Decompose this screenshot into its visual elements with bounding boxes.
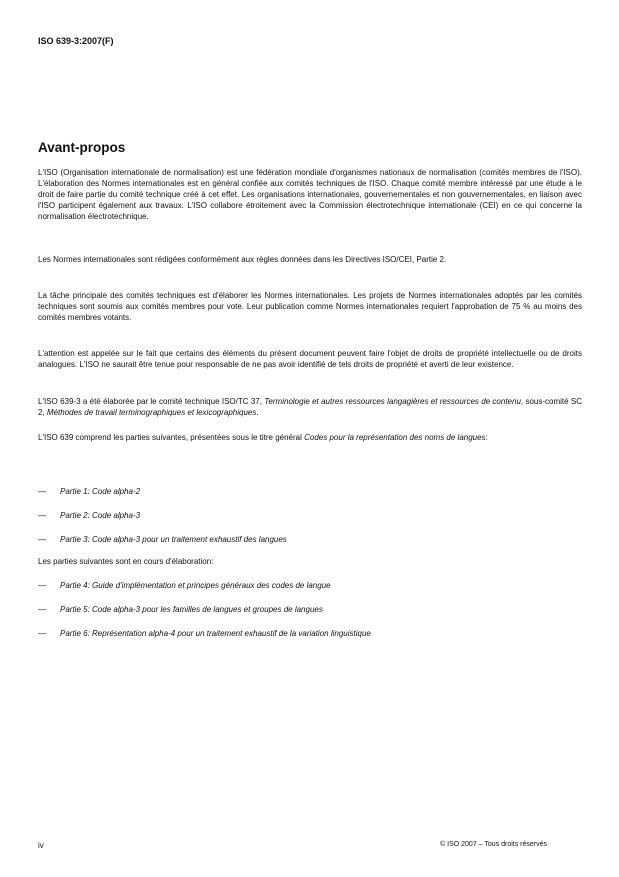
- general-title: Codes pour la représentation des noms de langues: [304, 433, 486, 442]
- committee-title: Terminologie et autres ressources langagières et ressources de contenu: [264, 397, 521, 406]
- list-item: [38, 580, 582, 591]
- paragraph-directives: Les Normes internationales sont rédigées conformément aux règles données dans les Directives ISO/CEI, Partie 2.: [38, 255, 447, 264]
- dash: —: [38, 605, 46, 614]
- page-number: iv: [38, 841, 44, 850]
- copyright-notice: © ISO 2007 – Tous droits réservés: [440, 841, 547, 848]
- subcommittee-title: Méthodes de travail terminographiques et lexicographiques: [46, 408, 257, 417]
- part-label: Partie 5: Code alpha-3 pour les familles de langues et groupes de langues: [60, 605, 323, 614]
- text: :: [485, 433, 488, 442]
- paragraph-parts-intro: [38, 432, 582, 443]
- part-label: Partie 2: Code alpha-3: [60, 511, 141, 520]
- list-item: [38, 510, 582, 521]
- page-title: Avant-propos: [38, 140, 126, 155]
- part-label: Partie 1: Code alpha-2: [60, 487, 141, 496]
- list-item: [38, 534, 582, 545]
- dash: —: [38, 535, 46, 544]
- paragraph-patents: L'attention est appelée sur le fait que certains des éléments du présent document peuvent faire l'objet de droits de propriété intellectuelle ou de droits analogues. L'ISO ne saurait être tenue pour responsable de ne pas avoir identifié de tels droits de propriété et averti de leur existence.: [38, 349, 582, 369]
- paragraph-in-progress: Les parties suivantes sont en cours d'élaboration:: [38, 557, 214, 566]
- paragraph-prepared-by: [38, 396, 582, 418]
- text: L'ISO 639-3 a été élaborée par le comité technique ISO/TC 37,: [38, 397, 265, 406]
- text: L'ISO 639 comprend les parties suivantes, présentées sous le titre général: [38, 433, 305, 442]
- part-label: Partie 3: Code alpha-3 pour un traitement exhaustif des langues: [60, 535, 287, 544]
- text: , sous-comité SC 2,: [38, 397, 583, 417]
- list-item: [38, 486, 582, 497]
- dash: —: [38, 487, 46, 496]
- paragraph-iso-intro: L'ISO (Organisation internationale de normalisation) est une fédération mondiale d'organismes nationaux de normalisation (comités membres de l'ISO). L'élaboration des Normes internationales est en général confiée aux comités techniques de l'ISO. Chaque comité membre intéressé par une étude a le droit de faire partie du comité technique créé à cet effet. Les organisations internationales, gouvernementales et non gouvernementales, en liaison avec l'ISO participent également aux travaux. L'ISO collabore étroitement avec la Commission électrotechnique internationale (CEI) en ce qui concerne la normalisation électrotechnique.: [38, 168, 582, 221]
- paragraph-committees: La tâche principale des comités techniques est d'élaborer les Normes internationales. Les projets de Normes internationales adoptés par les comités techniques sont soumis aux comités membres pour vote. Leur publication comme Normes internationales requiert l'approbation de 75 % au moins des comités membres votants.: [38, 291, 582, 322]
- text: .: [256, 408, 259, 417]
- dash: —: [38, 629, 46, 638]
- dash: —: [38, 581, 46, 590]
- list-item: [38, 628, 582, 639]
- document-header: ISO 639-3:2007(F): [38, 36, 114, 46]
- part-label: Partie 6: Représentation alpha-4 pour un traitement exhaustif de la variation linguistique: [60, 629, 371, 638]
- list-item: [38, 604, 582, 615]
- part-label: Partie 4: Guide d'implémentation et principes généraux des codes de langue: [60, 581, 331, 590]
- dash: —: [38, 511, 46, 520]
